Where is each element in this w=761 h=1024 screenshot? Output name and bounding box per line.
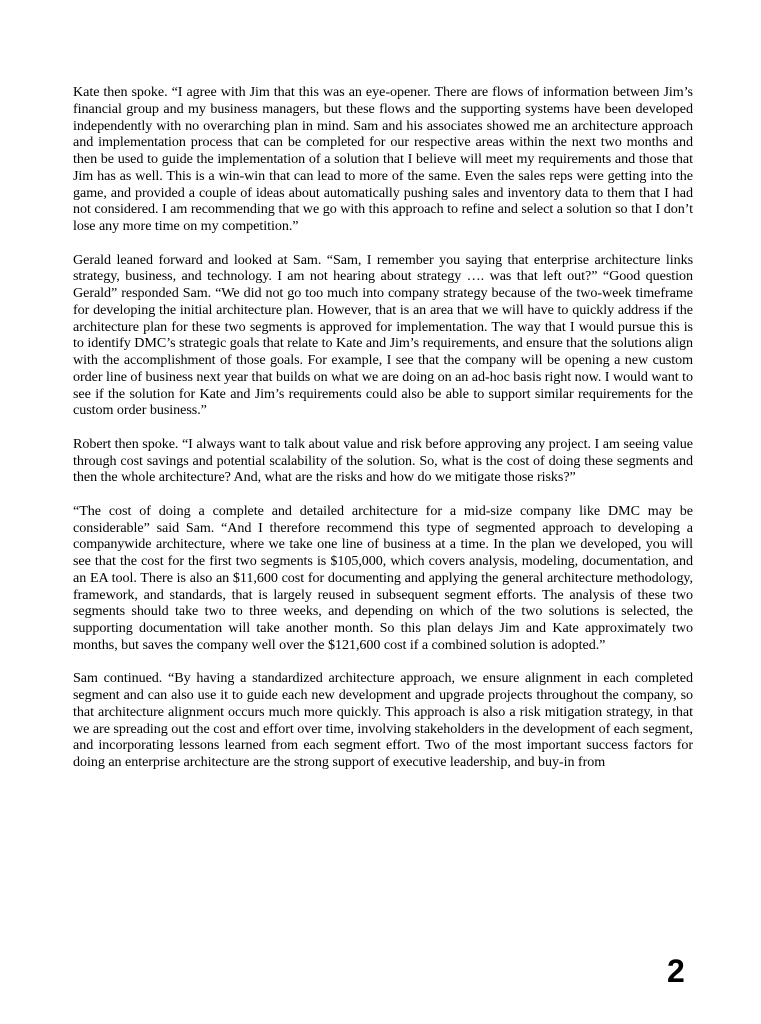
page-number: 2 (667, 953, 685, 989)
document-page (73, 84, 693, 771)
paragraph-robert-spoke: Robert then spoke. “I always want to talk about value and risk before approving any project. I am seeing value through cost savings and potential scalability of the solution. So, what is the cost of doing these segments and then the whole architecture? And, what are the risks and how do we mitigate those risks?” (73, 435, 693, 486)
paragraph-sam-continued: Sam continued. “By having a standardized architecture approach, we ensure alignment in each completed segment and can also use it to guide each new development and upgrade projects throughout the company, so that architecture alignment occurs much more quickly. This approach is also a risk mitigation strategy, in that we are spreading out the cost and effort over time, involving stakeholders in the development of each segment, and incorporating lessons learned from each segment effort. Two of the most important success factors for doing an enterprise architecture are the strong support of executive leadership, and buy-in from (73, 670, 693, 770)
paragraph-gerald-question: Gerald leaned forward and looked at Sam. “Sam, I remember you saying that enterprise architecture links strategy, business, and technology. I am not hearing about strategy …. was that left out?” “Good question Gerald” responded Sam. “We did not go too much into company strategy because of the two-week timeframe for developing the initial architecture plan. However, that is an area that we will have to quickly address if the architecture plan for these two segments is approved for implementation. The way that I would pursue this is to identify DMC’s strategic goals that relate to Kate and Jim’s requirements, and ensure that the solutions align with the accomplishment of those goals. For example, I see that the company will be opening a new custom order line of business next year that builds on what we are doing on an ad-hoc basis right now. I would want to see if the solution for Kate and Jim’s requirements could also be able to support similar requirements for the custom order business.” (73, 251, 693, 419)
paragraph-sam-cost: “The cost of doing a complete and detailed architecture for a mid-size company like DMC may be considerable” said Sam. “And I therefore recommend this type of segmented approach to developing a companywide architecture, where we take one line of business at a time. In the plan we developed, you will see that the cost for the first two segments is $105,000, which covers analysis, modeling, documentation, and an EA tool. There is also an $11,600 cost for documenting and applying the general architecture methodology, framework, and standards, that is largely reused in subsequent segment efforts. The analysis of these two segments should take two to three weeks, and depending on which of the two solutions is selected, the supporting documentation will take another month. So this plan delays Jim and Kate approximately two months, but saves the company well over the $121,600 cost if a combined solution is adopted.” (73, 502, 693, 653)
paragraph-kate-spoke: Kate then spoke. “I agree with Jim that this was an eye-opener. There are flows of information between Jim’s financial group and my business managers, but these flows and the supporting systems have been developed independently with no overarching plan in mind. Sam and his associates showed me an architecture approach and implementation process that can be completed for our respective areas within the next two months and then be used to guide the implementation of a solution that I believe will meet my requirements and those that Jim has as well. This is a win-win that can lead to more of the same. Even the sales reps were getting into the game, and provided a couple of ideas about automatically pushing sales and inventory data to them that I had not considered. I am recommending that we go with this approach to refine and select a solution so that I don’t lose any more time on my competition.” (73, 84, 693, 234)
